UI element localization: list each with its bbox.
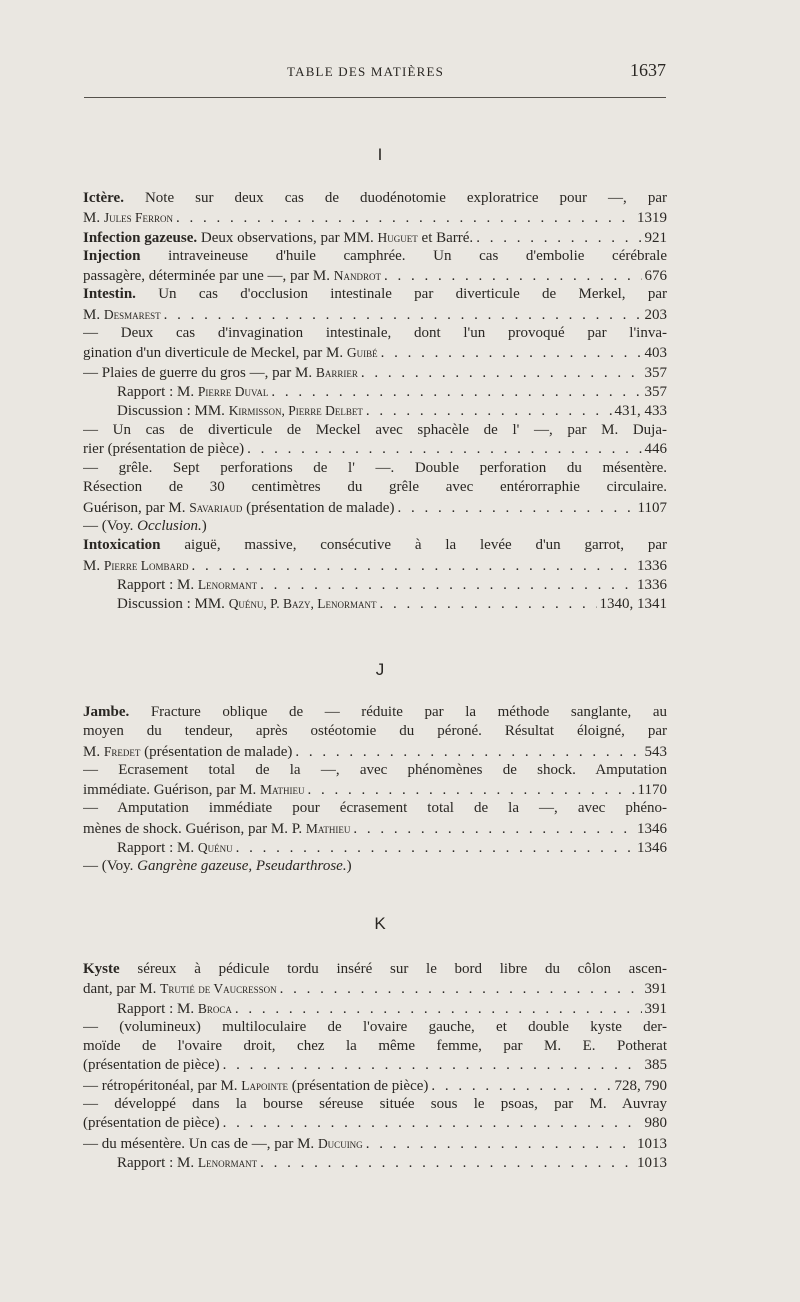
dot-leader — [257, 1154, 634, 1172]
entry-prefix: dant, par M. — [83, 981, 161, 998]
entry-prefix: Rapport : M. — [117, 840, 198, 857]
index-line — [83, 722, 667, 741]
entry-prefix: Discussion : MM. — [117, 403, 229, 420]
dot-leader — [233, 839, 634, 857]
author-name: Jules Ferron — [103, 210, 173, 226]
entry-prefix: M. — [83, 210, 104, 227]
dot-leader — [257, 576, 634, 594]
author-name: Nandrot — [333, 268, 381, 284]
entry-text — [83, 266, 381, 285]
index-line — [83, 208, 667, 227]
entry-text: moyen du tendeur, après ostéotomie du péroné. Résultat éloigné, par — [83, 723, 667, 740]
entry-text: — Amputation immédiate pour écrasement total de la —, avec phéno- — [83, 800, 667, 817]
dot-leader — [244, 440, 641, 459]
dot-leader — [173, 209, 634, 227]
dot-leader — [473, 229, 641, 247]
page-reference: 203 — [644, 306, 667, 323]
author-name: Kirmisson, Pierre Delbet — [228, 403, 363, 419]
entry-suffix: (présentation de pièce) — [288, 1077, 429, 1094]
entry-text: — (Voy. — [83, 518, 138, 535]
entry-text — [117, 999, 232, 1018]
entry-text: — Ecrasement total de la —, avec phénomènes de shock. Amputation — [83, 761, 667, 778]
entry-text — [83, 1076, 428, 1095]
entry-text — [83, 1056, 220, 1075]
entry-text — [83, 1134, 363, 1153]
entry-text: ) — [201, 518, 207, 535]
entry-prefix: Rapport : M. — [117, 576, 198, 593]
index-line — [83, 742, 667, 761]
dot-leader — [378, 344, 642, 362]
index-line — [83, 857, 667, 876]
section-i-entries — [83, 189, 667, 614]
entry-prefix: mènes de shock. Guérison, par M. P. — [83, 820, 306, 837]
section-letter-k: K — [374, 914, 386, 933]
dot-leader — [305, 781, 635, 799]
entry-text: — (volumineux) multiloculaire de l'ovaire gauche, et double kyste der- — [83, 1018, 667, 1035]
dot-leader — [394, 499, 634, 517]
page-reference: 391 — [644, 981, 667, 998]
entry-text: ) — [346, 858, 352, 875]
section-letter-i: I — [377, 145, 383, 164]
index-line — [83, 703, 667, 722]
author-name: Trutié de Vaucresson — [160, 981, 277, 997]
entry-text: — développé dans la bourse séreuse située sous le psoas, par M. Auvray — [83, 1096, 667, 1113]
entry-prefix: — Plaies de guerre du gros —, par M. — [83, 364, 316, 381]
page-reference: 357 — [644, 364, 667, 381]
index-line — [83, 1018, 667, 1037]
index-line — [83, 556, 667, 575]
entry-prefix: gination d'un diverticule de Meckel, par M. — [83, 345, 347, 362]
entry-suffix: (présentation de malade) — [140, 743, 293, 760]
page-reference: 391 — [644, 1000, 667, 1017]
page-reference: 357 — [644, 383, 667, 400]
page-reference: 1170 — [637, 782, 667, 799]
entry-prefix: immédiate. Guérison, par M. — [83, 782, 261, 799]
author-name: Savariaud — [189, 499, 243, 515]
entry-text — [83, 1114, 220, 1133]
page-reference: 385 — [644, 1057, 667, 1074]
page-reference: 921 — [644, 229, 667, 246]
dot-leader — [277, 980, 642, 998]
page-reference: 1336 — [637, 557, 667, 574]
entry-heading: Intoxication — [83, 537, 161, 554]
dot-leader — [292, 743, 641, 761]
author-name: Fredet — [103, 743, 141, 759]
entry-text: intraveineuse d'huile camphrée. Un cas d'embolie cérébrale — [140, 247, 667, 264]
section-j-entries — [83, 703, 667, 877]
entry-text: aiguë, massive, consécutive à la levée d'un garrot, par — [160, 537, 667, 554]
entry-text — [83, 979, 277, 998]
entry-text — [83, 498, 394, 517]
dot-leader — [381, 267, 642, 285]
entry-prefix: passagère, déterminée par une —, par M. — [83, 268, 334, 285]
page-reference: 1013 — [637, 1154, 667, 1171]
section-k-entries — [83, 960, 667, 1172]
entry-prefix: M. — [83, 743, 104, 760]
entry-suffix: (présentation de malade) — [242, 499, 395, 516]
header-rule — [84, 97, 666, 98]
page-reference: 1346 — [637, 820, 667, 837]
index-line — [83, 979, 667, 998]
page-reference: 1346 — [637, 840, 667, 857]
dot-leader — [363, 402, 612, 420]
page-reference: 431, 433 — [614, 403, 667, 420]
page-number: 1637 — [630, 60, 666, 80]
entry-text — [117, 838, 233, 857]
entry-prefix: — du mésentère. Un cas de —, par M. — [83, 1135, 318, 1152]
entry-heading: Jambe. — [83, 704, 130, 720]
author-name: Pierre Duval — [197, 383, 269, 399]
entry-prefix: M. — [83, 306, 104, 323]
page-reference: 543 — [644, 743, 667, 760]
index-line — [83, 228, 667, 247]
index-line — [83, 343, 667, 362]
entry-heading: Ictère. — [83, 190, 124, 206]
entry-text — [83, 780, 305, 799]
index-line — [83, 305, 667, 324]
index-line — [83, 285, 667, 304]
entry-text: moïde de l'ovaire droit, chez la même femme, par M. E. Potherat — [83, 1038, 667, 1055]
entry-prefix: Rapport : M. — [117, 1000, 198, 1017]
author-name: Pierre Lombard — [103, 557, 189, 573]
running-title: TABLE DES MATIÈRES — [287, 64, 445, 79]
entry-text: Note sur deux cas de duodénotomie exploratrice pour —, par — [123, 190, 667, 206]
index-line — [83, 1037, 667, 1056]
entry-text — [83, 305, 161, 324]
section-letter-j: J — [375, 660, 385, 679]
dot-leader — [220, 1114, 642, 1133]
page-reference: 446 — [644, 440, 667, 457]
page-reference: 1340, 1341 — [599, 596, 667, 613]
entry-text: Un cas d'occlusion intestinale par diverticule de Merkel, par — [135, 286, 667, 303]
entry-text — [83, 228, 473, 247]
index-line — [83, 780, 667, 799]
dot-leader — [220, 1056, 642, 1075]
entry-prefix: (présentation de pièce) — [83, 1057, 220, 1074]
author-name: Quénu — [197, 840, 233, 856]
index-line — [83, 363, 667, 382]
index-line — [83, 536, 667, 555]
page-reference: 403 — [644, 345, 667, 362]
page-reference: 1107 — [637, 499, 667, 516]
author-name: Huguet — [377, 229, 418, 245]
entry-text — [83, 742, 292, 761]
index-line — [83, 838, 667, 857]
entry-prefix: Guérison, par M. — [83, 499, 190, 516]
index-line — [83, 960, 667, 979]
entry-text: Fracture oblique de — réduite par la méthode sanglante, au — [129, 704, 667, 720]
index-line — [83, 247, 667, 266]
entry-prefix: Discussion : MM. — [117, 596, 229, 613]
entry-italic: Occlusion. — [137, 518, 202, 535]
index-line — [83, 1153, 667, 1172]
index-line — [83, 1134, 667, 1153]
entry-text: Résection de 30 centimètres du grêle avec entérorraphie circulaire. — [83, 479, 667, 496]
entry-text — [83, 208, 173, 227]
index-line — [83, 382, 667, 401]
dot-leader — [363, 1135, 634, 1153]
entry-text — [83, 363, 358, 382]
entry-suffix: et Barré. — [417, 229, 474, 246]
entry-text — [117, 401, 363, 420]
entry-prefix: Deux observations, par MM. — [197, 229, 378, 246]
entry-prefix: Rapport : M. — [117, 383, 198, 400]
index-line — [83, 1056, 667, 1075]
entry-text — [83, 343, 378, 362]
entry-heading: Infection gazeuse. — [83, 229, 198, 246]
page-reference: 980 — [644, 1115, 667, 1132]
entry-text: — (Voy. — [83, 858, 138, 875]
entry-heading: Kyste — [83, 961, 120, 977]
index-line — [83, 1095, 667, 1114]
page-reference: 1319 — [637, 210, 667, 227]
index-line — [83, 999, 667, 1018]
dot-leader — [428, 1077, 611, 1095]
index-line — [83, 594, 667, 613]
entry-heading: Injection — [83, 247, 141, 264]
dot-leader — [350, 820, 634, 838]
dot-leader — [268, 383, 641, 401]
index-line — [83, 498, 667, 517]
entry-text: — grêle. Sept perforations de l' —. Double perforation du mésentère. — [83, 460, 667, 477]
index-line — [83, 1114, 667, 1133]
page-reference: 728, 790 — [614, 1077, 667, 1094]
index-line — [83, 440, 667, 459]
entry-prefix: M. — [83, 557, 104, 574]
entry-text — [117, 382, 268, 401]
entry-text — [117, 1153, 257, 1172]
author-name: Broca — [197, 1000, 232, 1016]
author-name: Lapointe — [241, 1077, 289, 1093]
author-name: Lenormant — [197, 1154, 258, 1170]
entry-text — [83, 819, 350, 838]
author-name: Lenormant — [197, 576, 258, 592]
page-reference: 1336 — [637, 576, 667, 593]
dot-leader — [188, 557, 634, 575]
page-reference: 676 — [644, 268, 667, 285]
entry-text: — Deux cas d'invagination intestinale, dont l'un provoqué par l'inva- — [83, 325, 667, 342]
entry-italic: Gangrène gazeuse, Pseudarthrose. — [137, 858, 347, 875]
entry-text: — Un cas de diverticule de Meckel avec sphacèle de l' —, par M. Duja- — [83, 421, 667, 438]
index-line — [83, 761, 667, 780]
index-line — [83, 459, 667, 478]
index-line — [83, 1076, 667, 1095]
index-line — [83, 324, 667, 343]
author-name: Mathieu — [305, 820, 351, 836]
dot-leader — [358, 364, 642, 382]
author-name: Mathieu — [260, 782, 305, 798]
entry-prefix: rier (présentation de pièce) — [83, 440, 245, 457]
page-header — [82, 60, 666, 84]
author-name: Desmarest — [103, 306, 161, 322]
index-line — [83, 401, 667, 420]
index-line — [83, 421, 667, 440]
author-name: Guibé — [346, 345, 378, 361]
index-line — [83, 189, 667, 208]
entry-heading: Intestin. — [83, 286, 136, 303]
dot-leader — [232, 1000, 642, 1018]
index-line — [83, 799, 667, 818]
entry-text — [83, 440, 244, 459]
author-name: Ducuing — [317, 1135, 363, 1151]
dot-leader — [376, 595, 596, 613]
author-name: Quénu, P. Bazy, Lenormant — [228, 596, 377, 612]
entry-prefix: Rapport : M. — [117, 1154, 198, 1171]
index-line — [83, 266, 667, 285]
entry-text — [117, 594, 376, 613]
entry-text — [83, 556, 188, 575]
index-line — [83, 575, 667, 594]
entry-text: séreux à pédicule tordu inséré sur le bord libre du côlon ascen- — [119, 961, 667, 977]
index-line — [83, 819, 667, 838]
author-name: Barrier — [315, 364, 358, 380]
entry-text — [117, 575, 257, 594]
entry-prefix: (présentation de pièce) — [83, 1115, 220, 1132]
page-reference: 1013 — [637, 1135, 667, 1152]
dot-leader — [161, 306, 642, 324]
entry-prefix: — rétropéritonéal, par M. — [83, 1077, 242, 1094]
index-line — [83, 517, 667, 536]
index-line — [83, 478, 667, 497]
